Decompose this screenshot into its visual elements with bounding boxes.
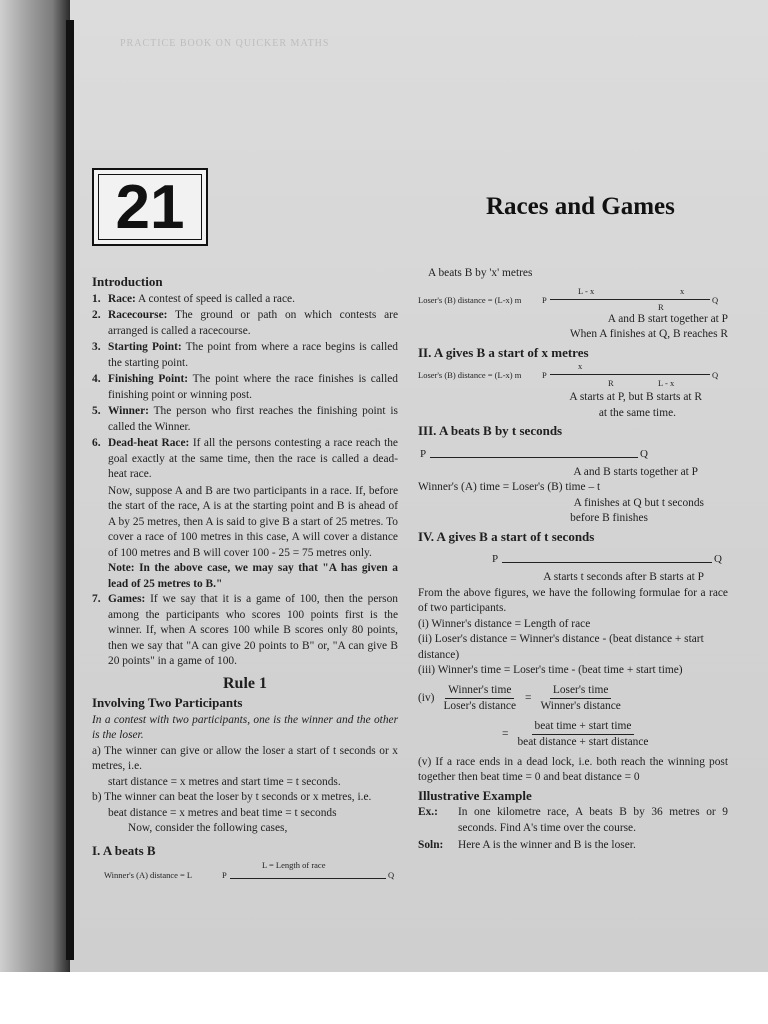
numerator: Winner's time bbox=[445, 683, 514, 700]
fig-c-caption: A finishes at Q but t seconds bbox=[573, 496, 704, 509]
list-item bbox=[92, 592, 398, 670]
formula-2: (ii) Loser's distance = Winner's distance - (beat distance + start distance) bbox=[418, 633, 704, 661]
item-text bbox=[108, 436, 398, 483]
rule-heading: Rule 1 bbox=[223, 674, 267, 692]
denominator: Winner's distance bbox=[540, 700, 621, 712]
item-body: The point where the race finishes is called finishing point or winning post. bbox=[108, 373, 398, 401]
fig-a bbox=[418, 284, 728, 310]
intro-heading: Introduction bbox=[92, 274, 163, 289]
item-body: The ground or path on which contests are arranged is called a racecourse. bbox=[108, 309, 398, 337]
fig-c-formula: Winner's (A) time = Loser's (B) time – t bbox=[418, 481, 601, 493]
case1-figure bbox=[92, 860, 398, 882]
bleed-through-header: PRACTICE BOOK ON QUICKER MATHS bbox=[120, 38, 330, 49]
point-q-label: Q bbox=[640, 447, 648, 460]
equals-sign: = bbox=[502, 727, 509, 740]
race-line bbox=[502, 562, 712, 563]
item-term: Dead-heat Race: bbox=[108, 437, 190, 449]
example-paragraph: Now, suppose A and B are two participants in a race. If, before the start of the race, A is at the starting point and B is ahead of A by 25 metres, then A is said to give B a start of 25 metres. To cover a race of 100 metres in this case, A will cover a distance of 100 metres and B will cover 100 - 25 = 75 metres only. bbox=[108, 484, 398, 559]
formula-5: (v) If a race ends in a dead lock, i.e. both reach the winning post together then beat time = 0 and beat distance = 0 bbox=[418, 755, 728, 783]
formula-4 bbox=[418, 683, 728, 715]
list-item bbox=[92, 436, 398, 483]
rule-consider: Now, consider the following cases, bbox=[128, 822, 288, 834]
fraction bbox=[514, 719, 651, 751]
left-column bbox=[92, 272, 398, 884]
loser-distance-label: Loser's (B) distance = (L-x) m bbox=[418, 370, 522, 380]
loser-distance-label: Loser's (B) distance = (L-x) m bbox=[418, 294, 522, 305]
example-label: Ex.: bbox=[418, 806, 438, 818]
bottom-margin bbox=[0, 972, 768, 1024]
rule-b-detail: beat distance = x metres and beat time = t seconds bbox=[108, 806, 337, 819]
point-q-label: Q bbox=[712, 370, 719, 380]
formula-4-continued bbox=[502, 719, 728, 751]
list-item bbox=[92, 340, 398, 371]
item-number: 5. bbox=[92, 405, 101, 417]
x-label: x bbox=[578, 361, 583, 371]
point-r-label: R bbox=[658, 301, 664, 312]
item-body: The point from where a race begins is called the starting point. bbox=[108, 341, 398, 369]
fig-a-title: A beats B by 'x' metres bbox=[428, 267, 533, 279]
equals-sign: = bbox=[525, 691, 532, 704]
rule-a: a) The winner can give or allow the loser a start of t seconds or x metres, i.e. bbox=[92, 744, 398, 772]
item-term: Race: bbox=[108, 292, 136, 305]
fig-d-caption: A starts t seconds after B starts at P bbox=[543, 571, 704, 583]
case1-heading: I. A beats B bbox=[92, 842, 156, 858]
item-text bbox=[108, 340, 398, 371]
race-line bbox=[230, 878, 386, 879]
l-minus-x-label: L - x bbox=[658, 378, 675, 388]
right-column bbox=[418, 266, 728, 854]
fig-d bbox=[418, 546, 728, 568]
case2-heading: II. A gives B a start of x metres bbox=[418, 344, 589, 360]
item-body: If we say that it is a game of 100, then the person among the participants who scores 100 points first is the winner. If, when A scores 100 while B scores only 80 points, then we say that "A can give 20 points to B" or, "A can give B 20 points" in a game of 100. bbox=[108, 593, 398, 667]
item-number: 7. bbox=[92, 593, 101, 605]
item-number: 1. bbox=[92, 292, 101, 305]
list-item bbox=[92, 292, 398, 308]
rule-intro: In a contest with two participants, one is the winner and the other is the loser. bbox=[92, 713, 398, 741]
formula-4-label: (iv) bbox=[418, 691, 435, 704]
formulae-intro: From the above figures, we have the following formulae for a race of two participants. bbox=[418, 586, 728, 614]
winner-distance-label: Winner's (A) distance = L bbox=[104, 870, 193, 880]
point-q-label: Q bbox=[712, 294, 719, 305]
item-number: 6. bbox=[92, 437, 101, 449]
list-item bbox=[92, 372, 398, 403]
item-term: Racecourse: bbox=[108, 309, 168, 321]
item-text bbox=[108, 292, 398, 308]
item-term: Winner: bbox=[108, 405, 149, 417]
fraction bbox=[537, 683, 623, 715]
fig-b-caption: A starts at P, but B starts at R bbox=[569, 391, 702, 403]
race-line bbox=[430, 457, 638, 458]
item-body: The person who first reaches the finishing point is called the Winner. bbox=[108, 405, 398, 433]
fraction bbox=[440, 683, 519, 715]
example-text: In one kilometre race, A beats B by 36 metres or 9 seconds. Find A's time over the course. bbox=[458, 806, 728, 834]
point-p-label: P bbox=[542, 294, 547, 305]
fig-a-caption: A and B start together at P bbox=[607, 312, 728, 325]
item-body: A contest of speed is called a race. bbox=[135, 292, 295, 305]
item-number: 3. bbox=[92, 341, 101, 353]
item-text bbox=[108, 308, 398, 339]
numerator: Loser's time bbox=[550, 683, 612, 700]
chapter-title: Races and Games bbox=[486, 193, 675, 220]
case4-heading: IV. A gives B a start of t seconds bbox=[418, 528, 595, 544]
x-label: x bbox=[680, 285, 685, 296]
rule-a-detail: start distance = x metres and start time = t seconds. bbox=[108, 775, 341, 788]
item-number: 4. bbox=[92, 373, 101, 385]
illustrative-heading: Illustrative Example bbox=[418, 787, 532, 803]
item-text bbox=[108, 592, 398, 670]
item-text bbox=[108, 404, 398, 435]
solution-label: Soln: bbox=[418, 839, 444, 851]
book-spine bbox=[66, 20, 74, 960]
formula-3: (iii) Winner's time = Loser's time - (beat time + start time) bbox=[418, 664, 683, 676]
involving-heading: Involving Two Participants bbox=[92, 695, 243, 710]
item-term: Starting Point: bbox=[108, 341, 182, 353]
list-item bbox=[92, 404, 398, 435]
race-line bbox=[550, 299, 710, 300]
fig-b bbox=[418, 362, 728, 388]
l-minus-x-label: L - x bbox=[578, 285, 595, 296]
item-text bbox=[108, 372, 398, 403]
solution-text: Here A is the winner and B is the loser. bbox=[458, 839, 636, 851]
item-term: Finishing Point: bbox=[108, 373, 189, 385]
chapter-number: 21 bbox=[98, 174, 202, 240]
case3-heading: III. A beats B by t seconds bbox=[418, 423, 563, 438]
point-r-label: R bbox=[608, 378, 614, 388]
fig-c bbox=[418, 441, 728, 463]
point-q-label: Q bbox=[388, 870, 395, 880]
rule-b: b) The winner can beat the loser by t seconds or x metres, i.e. bbox=[92, 791, 372, 803]
formula-1: (i) Winner's distance = Length of race bbox=[418, 617, 591, 630]
point-q-label: Q bbox=[714, 553, 722, 565]
fig-c-caption: before B finishes bbox=[570, 512, 648, 524]
item-body: If all the persons contesting a race reach the goal exactly at the same time, then the race is called a dead-heat race. bbox=[108, 437, 398, 480]
note-text: Note: In the above case, we may say that "A has given a lead of 25 metres to B." bbox=[108, 562, 398, 590]
point-p-label: P bbox=[492, 553, 499, 565]
point-p-label: P bbox=[420, 447, 427, 460]
item-term: Games: bbox=[108, 593, 146, 605]
fig-c-caption: A and B starts together at P bbox=[573, 465, 698, 478]
solution-row bbox=[418, 838, 728, 854]
point-p-label: P bbox=[222, 870, 227, 880]
denominator: beat distance + start distance bbox=[517, 736, 649, 748]
numerator: beat time + start time bbox=[532, 719, 635, 736]
item-number: 2. bbox=[92, 309, 101, 321]
book-edge-shadow bbox=[0, 0, 70, 972]
denominator: Loser's distance bbox=[443, 700, 517, 712]
length-label: L = Length of race bbox=[262, 860, 326, 870]
chapter-number-box bbox=[92, 168, 208, 246]
list-item bbox=[92, 308, 398, 339]
race-line bbox=[550, 374, 710, 375]
example-row bbox=[418, 805, 728, 836]
fig-b-caption: at the same time. bbox=[598, 406, 676, 419]
point-p-label: P bbox=[542, 370, 547, 380]
fig-a-caption: When A finishes at Q, B reaches R bbox=[569, 328, 728, 340]
